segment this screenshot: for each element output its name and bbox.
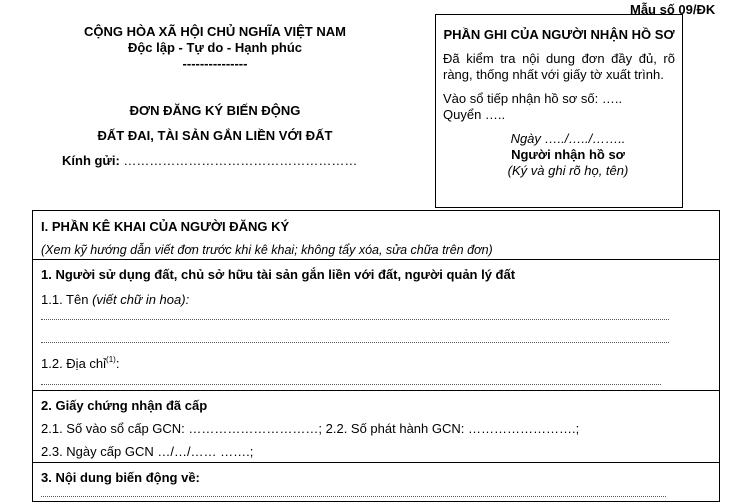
name-label [41,292,189,307]
part1-note: (Xem kỹ hướng dẫn viết đơn trước khi kê khai; không tẩy xóa, sửa chữa trên đơn) [41,243,493,257]
receipt-date[interactable]: Ngày …../…../…….. [510,131,626,146]
section1-heading: 1. Người sử dụng đất, chủ sở hữu tài sản gắn liền với đất, người quản lý đất [41,267,516,282]
form-number: Mẫu số 09/ĐK [630,2,716,17]
section3-heading: 3. Nội dung biến động về: [41,470,200,485]
receiver-label: Người nhận hồ sơ [511,147,625,162]
declaration-form [32,210,720,502]
receipt-heading: PHẦN GHI CỦA NGƯỜI NHẬN HỒ SƠ [443,27,675,42]
sign-note: (Ký và ghi rõ họ, tên) [507,163,629,178]
name-field-line-2[interactable] [41,342,669,343]
section-1 [33,259,719,390]
name-label-text: 1.1. Tên [41,292,93,307]
address-colon: : [115,356,120,371]
receipt-entry-book[interactable]: Quyển ….. [443,107,506,122]
receipt-box [435,14,683,208]
header-separator: --------------- [182,56,248,71]
section2-heading: 2. Giấy chứng nhận đã cấp [41,398,208,413]
recipient-field[interactable]: ……………………………………………… [123,153,358,168]
receipt-checked-text: Đã kiểm tra nội dung đơn đầy đủ, rõ ràng, thống nhất với giấy tờ xuất trình. [443,51,675,82]
receipt-signature [443,131,675,179]
national-motto: Độc lập - Tự do - Hạnh phúc [127,40,303,55]
change-content-field-line[interactable] [41,496,666,497]
address-label [41,356,119,371]
title-line-1: ĐƠN ĐĂNG KÝ BIẾN ĐỘNG [129,103,301,118]
section-3 [33,462,719,503]
part1-heading: I. PHẦN KÊ KHAI CỦA NGƯỜI ĐĂNG KÝ [41,219,290,234]
name-hint: (viết chữ in hoa): [92,292,190,307]
certificate-number-line[interactable]: 2.1. Số vào sổ cấp GCN: …………………………; 2.2. Số phát hành GCN: …………………….; [41,421,580,436]
receipt-entry-number[interactable]: Vào sổ tiếp nhận hồ sơ số: ….. [443,91,623,106]
certificate-date-line[interactable]: 2.3. Ngày cấp GCN …/…/…… …….; [41,444,254,459]
address-footnote: (1) [106,355,116,364]
nation-name: CỘNG HÒA XÃ HỘI CHỦ NGHĨA VIỆT NAM [84,24,346,39]
receipt-entry [443,91,675,123]
title-line-2: ĐẤT ĐAI, TÀI SẢN GẮN LIỀN VỚI ĐẤT [97,128,333,143]
section-2 [33,390,719,463]
recipient-label: Kính gửi: [62,153,120,168]
address-field-line[interactable] [41,384,661,385]
name-field-line-1[interactable] [41,319,669,320]
form-title [0,102,430,145]
national-header [0,24,430,72]
recipient-line [62,153,357,168]
address-label-text: 1.2. Địa chỉ [41,356,107,371]
